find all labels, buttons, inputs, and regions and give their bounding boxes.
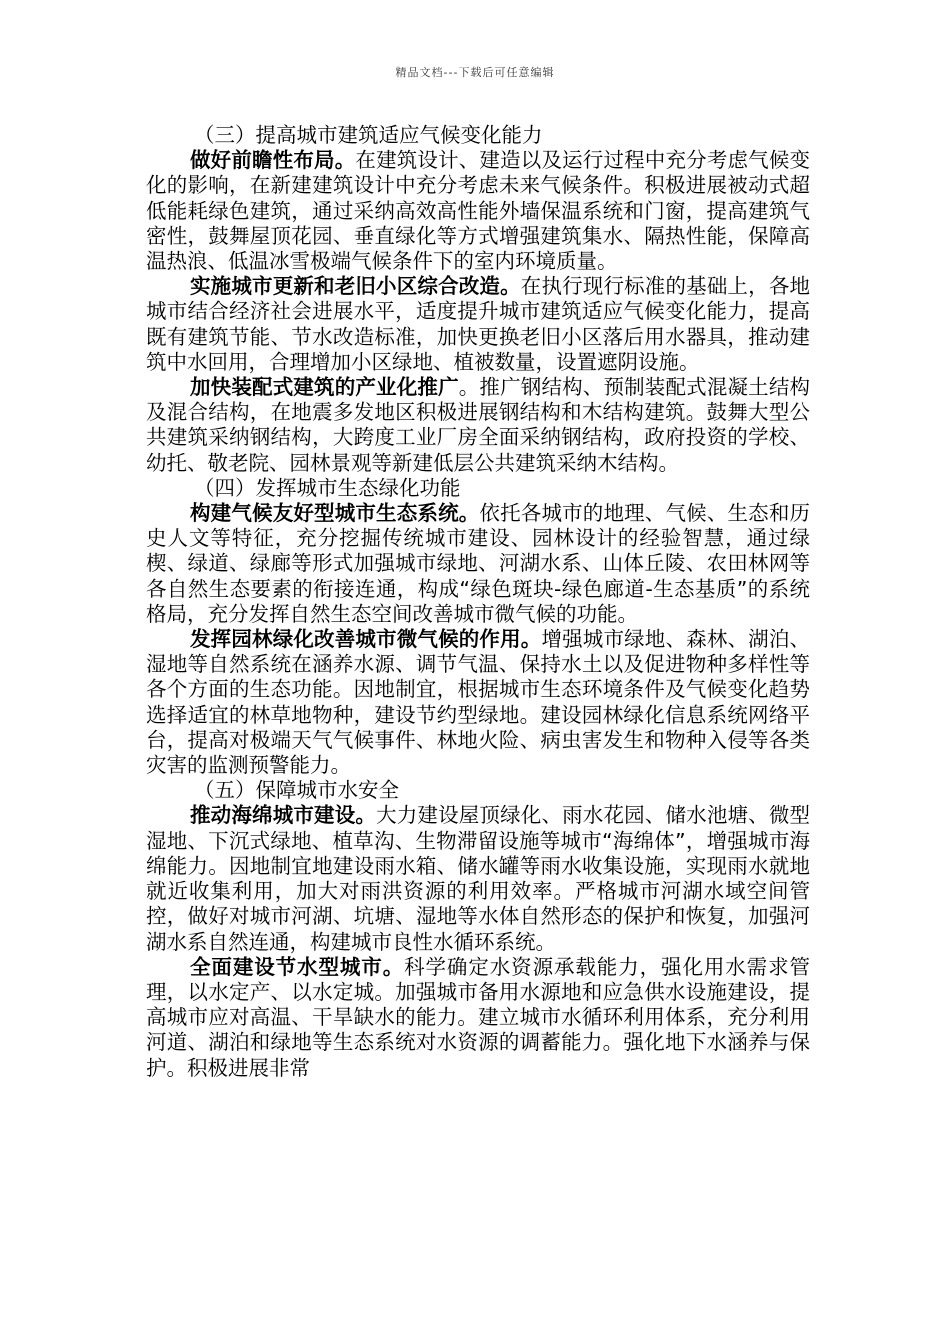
paragraph-body: 在建筑设计、建造以及运行过程中充分考虑气候变化的影响，在新建建筑设计中充分考虑未来气候条件。积极进展被动式超低能耗绿色建筑，通过采纳高效高性能外墙保温系统和门窗，提高建筑气密性，鼓舞屋顶花园、垂直绿化等方式增强建筑集水、隔热性能，保障高温热浪、低温冰雪极端气候条件下的室内环境质量。 <box>146 148 811 274</box>
paragraph <box>146 501 810 627</box>
section-heading-3: （三）提高城市建筑适应气候变化能力 <box>194 123 543 147</box>
paragraph-lead: 实施城市更新和老旧小区综合改造。 <box>190 274 521 299</box>
paragraph-body: 科学确定水资源承载能力，强化用水需求管理，以水定产、以水定城。加强城市备用水源地和应急供水设施建设，提高城市应对高温、干旱缺水的能力。建立城市水循环利用体系，充分利用河道、湖泊和绿地等生态系统对水资源的调蓄能力。强化地下水涵养与保护。积极进展非常 <box>146 954 811 1080</box>
paragraph <box>146 955 810 1081</box>
paragraph <box>146 274 810 375</box>
paragraph-body: 增强城市绿地、森林、湖泊、湿地等自然系统在涵养水源、调节气温、保持水土以及促进物种多样性等各个方面的生态功能。因地制宜，根据城市生态环境条件及气候变化趋势选择适宜的林草地物种，建设节约型绿地。建设园林绿化信息系统网络平台，提高对极端天气气候事件、林地火险、病虫害发生和物种入侵等各类灾害的监测预警能力。 <box>146 627 811 778</box>
paragraph <box>146 375 810 476</box>
document-body <box>146 123 810 1081</box>
paragraph <box>146 627 810 778</box>
paragraph <box>146 148 810 274</box>
paragraph-lead: 全面建设节水型城市。 <box>190 954 405 979</box>
paragraph-body: 大力建设屋顶绿化、雨水花园、储水池塘、微型湿地、下沉式绿地、植草沟、生物滞留设施等城市“海绵体”，增强城市海绵能力。因地制宜地建设雨水箱、储水罐等雨水收集设施，实现雨水就地就近收集利用，加大对雨洪资源的利用效率。严格城市河湖水域空间管控，做好对城市河湖、坑塘、湿地等水体自然形态的保护和恢复，加强河湖水系自然连通，构建城市良性水循环系统。 <box>146 803 811 954</box>
paragraph-body: 在执行现行标准的基础上，各地城市结合经济社会进展水平，适度提升城市建筑适应气候变化能力，提高既有建筑节能、节水改造标准，加快更换老旧小区落后用水器具，推动建筑中水回用，合理增加小区绿地、植被数量，设置遮阴设施。 <box>146 274 811 374</box>
page-header: 精品文档---下载后可任意编辑 <box>395 66 555 79</box>
section-heading-5: （五）保障城市水安全 <box>194 778 399 803</box>
section-heading-4: （四）发挥城市生态绿化功能 <box>194 475 461 500</box>
paragraph-lead: 发挥园林绿化改善城市微气候的作用。 <box>190 627 542 652</box>
paragraph-lead: 构建气候友好型城市生态系统。 <box>190 501 480 526</box>
paragraph <box>146 803 810 954</box>
paragraph-lead: 推动海绵城市建设。 <box>190 803 377 828</box>
paragraph-lead: 加快装配式建筑的产业化推广 <box>190 375 459 400</box>
paragraph-body: 依托各城市的地理、气候、生态和历史人文等特征，充分挖掘传统城市建设、园林设计的经验智慧，通过绿楔、绿道、绿廊等形式加强城市绿地、河湖水系、山体丘陵、农田林网等各自然生态要素的衔接连通，构成“绿色斑块-绿色廊道-生态基质”的系统格局，充分发挥自然生态空间改善城市微气候的功能。 <box>146 501 811 626</box>
paragraph-body: 。推广钢结构、预制装配式混凝土结构及混合结构，在地震多发地区积极进展钢结构和木结构建筑。鼓舞大型公共建筑采纳钢结构，大跨度工业厂房全面采纳钢结构，政府投资的学校、幼托、敬老院、园林景观等新建低层公共建筑采纳木结构。 <box>146 375 811 475</box>
paragraph-lead: 做好前瞻性布局。 <box>190 148 356 173</box>
